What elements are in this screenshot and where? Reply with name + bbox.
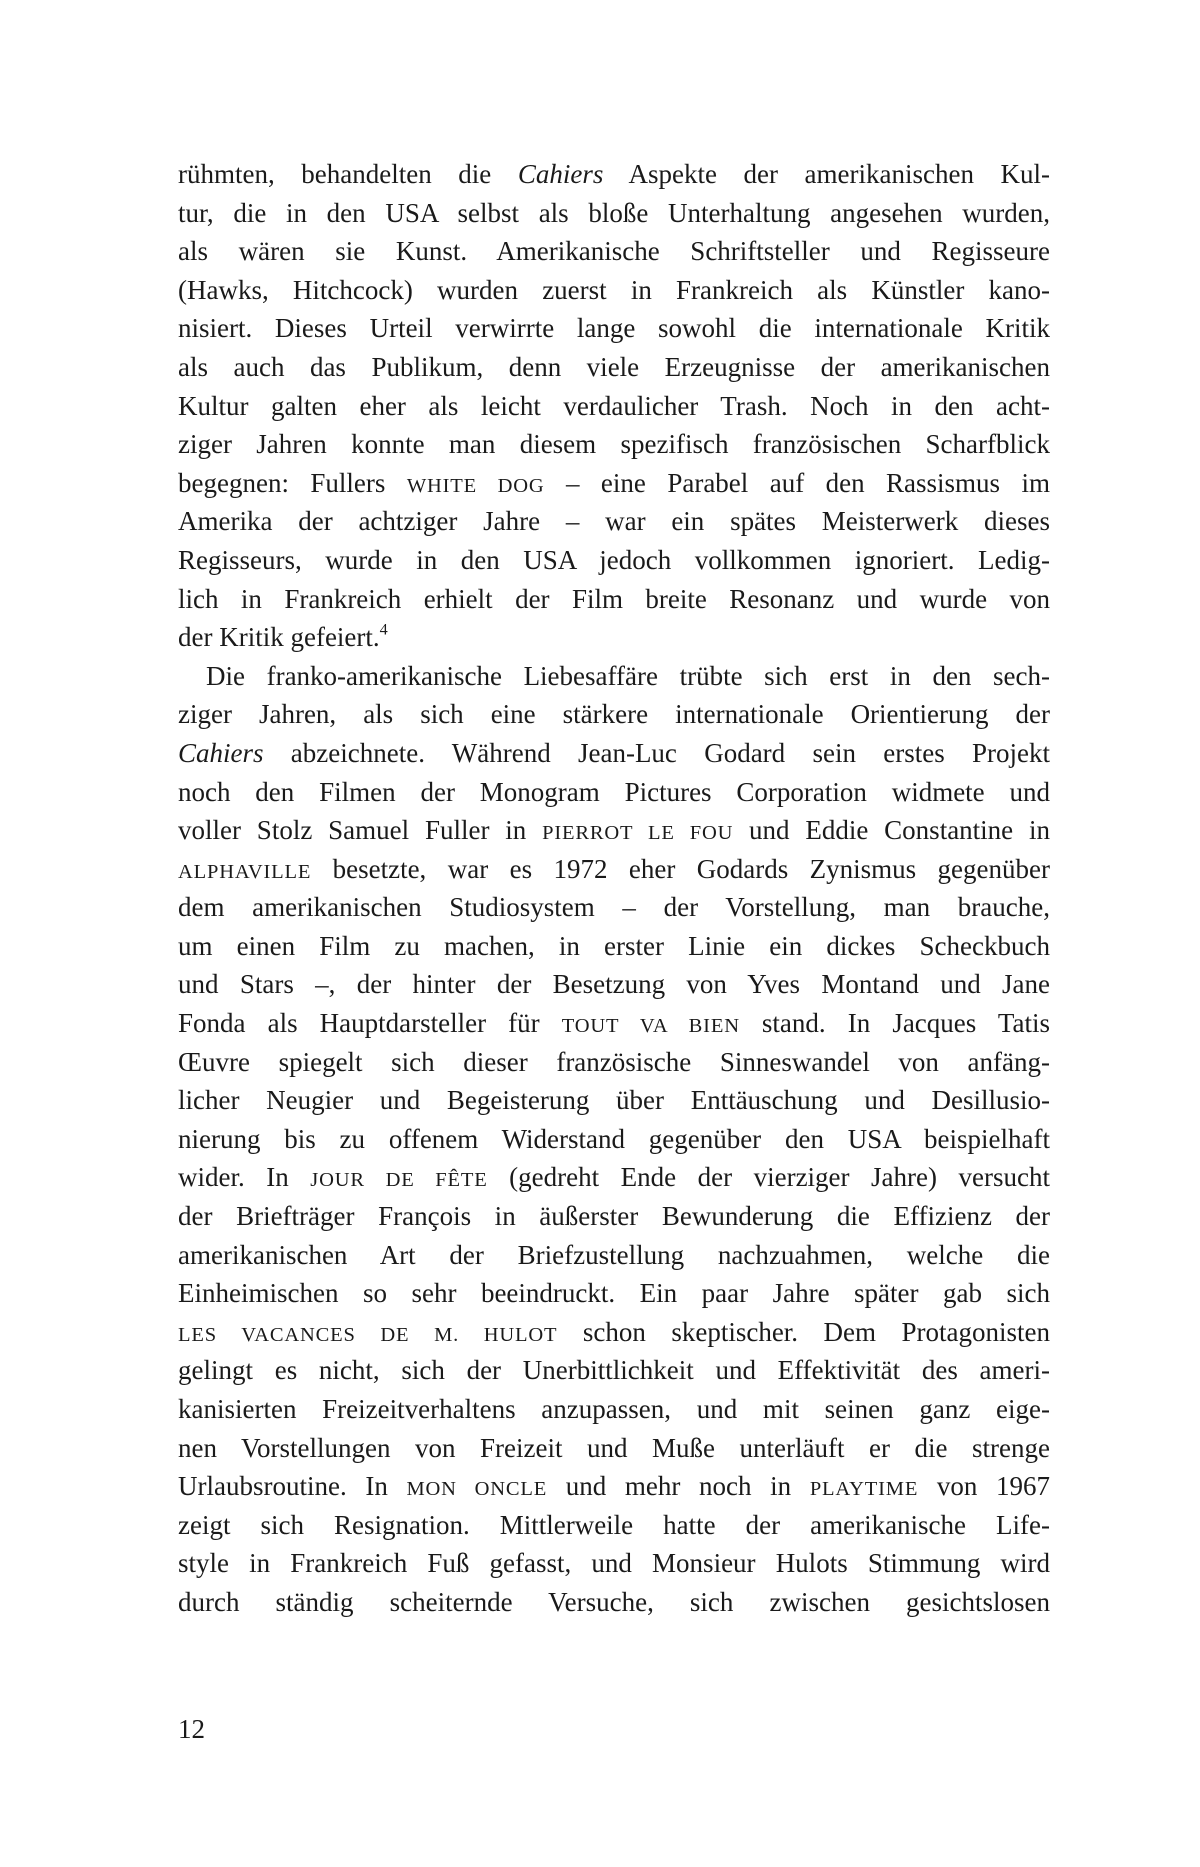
text-line [178, 927, 1050, 966]
text-segment: durch ständig scheiternde Versuche, sich zwischen gesichtslosen [178, 1586, 1050, 1617]
text-line [178, 1158, 1050, 1197]
text-line [178, 348, 1050, 387]
text-segment: Urlaubsroutine. In [178, 1471, 407, 1502]
text-segment: tur, die in den USA selbst als bloße Unterhaltung angesehen wurden, [178, 197, 1050, 228]
text-line [178, 1004, 1050, 1043]
text-segment: ziger Jahren, als sich eine stärkere internationale Orientierung der [178, 699, 1050, 730]
film-title: ALPHAVILLE [178, 860, 312, 883]
text-line [178, 502, 1050, 541]
italic-title: Cahiers [517, 159, 604, 189]
text-line [178, 1390, 1050, 1429]
text-segment: Regisseurs, wurde in den USA jedoch vollkommen ignoriert. Ledig- [178, 544, 1050, 575]
text-segment: Kultur galten eher als leicht verdaulicher Trash. Noch in den acht- [178, 390, 1050, 421]
text-line [178, 464, 1050, 503]
text-line [178, 1236, 1050, 1275]
text-line [178, 1544, 1050, 1583]
text-segment: begegnen: Fullers [178, 467, 407, 498]
text-segment: um einen Film zu machen, in erster Linie ein dickes Scheckbuch [178, 930, 1050, 961]
text-segment: und Stars –, der hinter der Besetzung von Yves Montand und Jane [178, 969, 1050, 1000]
text-line [178, 811, 1050, 850]
text-line [178, 580, 1050, 619]
text-segment: und Eddie Constantine in [733, 815, 1050, 846]
text-segment: stand. In Jacques Tatis [739, 1008, 1050, 1039]
body-text [178, 155, 1050, 1622]
text-line [178, 194, 1050, 233]
text-line [178, 1506, 1050, 1545]
text-segment: abzeichnete. Während Jean-Luc Godard sein erstes Projekt [263, 737, 1050, 768]
text-segment: gelingt es nicht, sich der Unerbittlichkeit und Effektivität des ameri- [178, 1355, 1050, 1386]
text-segment: als wären sie Kunst. Amerikanische Schriftsteller und Regisseure [178, 236, 1050, 267]
text-line [178, 1583, 1050, 1622]
text-segment: der Kritik gefeiert. [178, 622, 380, 653]
text-line [178, 618, 1050, 657]
film-title: WHITE DOG [406, 474, 545, 497]
film-title: JOUR DE FÊTE [310, 1169, 488, 1192]
text-segment: zeigt sich Resignation. Mittlerweile hatte der amerikanische Life- [178, 1509, 1050, 1540]
text-line [178, 541, 1050, 580]
text-segment: Aspekte der amerikanischen Kul- [603, 159, 1051, 189]
text-segment: Fonda als Hauptdarsteller für [178, 1008, 562, 1039]
text-line [178, 1351, 1050, 1390]
text-segment: licher Neugier und Begeisterung über Enttäuschung und Desillusio- [178, 1085, 1050, 1116]
text-line [178, 1043, 1050, 1082]
text-segment: noch den Filmen der Monogram Pictures Corporation widmete und [178, 776, 1050, 807]
text-line [178, 425, 1050, 464]
film-title: PLAYTIME [809, 1478, 919, 1501]
text-line [178, 965, 1050, 1004]
film-title: PIERROT LE FOU [542, 822, 734, 845]
text-segment: (Hawks, Hitchcock) wurden zuerst in Frankreich als Künstler kano- [178, 274, 1050, 305]
italic-title: Cahiers [178, 737, 264, 768]
text-segment: und mehr noch in [547, 1471, 810, 1502]
film-title: LES VACANCES DE M. HULOT [178, 1323, 558, 1346]
text-line [178, 1081, 1050, 1120]
text-segment: rühmten, behandelten die [178, 159, 518, 189]
text-line [178, 850, 1050, 889]
text-line [178, 1120, 1050, 1159]
text-segment: nierung bis zu offenem Widerstand gegenüber den USA beispielhaft [178, 1123, 1050, 1154]
film-title: MON ONCLE [406, 1478, 548, 1501]
text-line [178, 657, 1050, 696]
text-segment: (gedreht Ende der vierziger Jahre) versucht [487, 1162, 1050, 1193]
text-line [178, 155, 1050, 194]
text-line [178, 1467, 1050, 1506]
text-segment: style in Frankreich Fuß gefasst, und Monsieur Hulots Stimmung wird [178, 1548, 1050, 1579]
text-line [178, 695, 1050, 734]
text-segment: wider. In [178, 1162, 311, 1193]
text-segment: als auch das Publikum, denn viele Erzeugnisse der amerikanischen [178, 351, 1050, 382]
text-segment: ziger Jahren konnte man diesem spezifisch französischen Scharfblick [178, 429, 1050, 460]
text-segment: Œuvre spiegelt sich dieser französische Sinneswandel von anfäng- [178, 1046, 1050, 1077]
film-title: TOUT VA BIEN [561, 1015, 740, 1038]
text-line [178, 232, 1050, 271]
text-segment: – eine Parabel auf den Rassismus im [544, 467, 1050, 498]
text-line [178, 1274, 1050, 1313]
text-segment: lich in Frankreich erhielt der Film breite Resonanz und wurde von [178, 583, 1050, 614]
footnote-marker: 4 [379, 620, 388, 639]
text-line [178, 309, 1050, 348]
text-segment: besetzte, war es 1972 eher Godards Zynismus gegenüber [311, 853, 1050, 884]
text-line [178, 773, 1050, 812]
text-segment: nen Vorstellungen von Freizeit und Muße unterläuft er die strenge [178, 1432, 1050, 1463]
text-segment: nisiert. Dieses Urteil verwirrte lange sowohl die internationale Kritik [178, 313, 1050, 344]
text-segment: der Briefträger François in äußerster Bewunderung die Effizienz der [178, 1201, 1050, 1232]
text-segment: schon skeptischer. Dem Protagonisten [557, 1316, 1050, 1347]
text-line [178, 271, 1050, 310]
page-number: 12 [178, 1714, 205, 1744]
text-segment: Amerika der achtziger Jahre – war ein spätes Meisterwerk dieses [178, 506, 1050, 537]
text-line [178, 387, 1050, 426]
text-segment: dem amerikanischen Studiosystem – der Vorstellung, man brauche, [178, 892, 1050, 923]
text-segment: Die franko-amerikanische Liebesaffäre trübte sich erst in den sech- [206, 660, 1050, 691]
text-segment: voller Stolz Samuel Fuller in [178, 815, 543, 846]
text-line [178, 1313, 1050, 1352]
text-line [178, 734, 1050, 773]
text-segment: amerikanischen Art der Briefzustellung nachzuahmen, welche die [178, 1239, 1050, 1270]
text-segment: von 1967 [918, 1471, 1051, 1502]
text-line [178, 888, 1050, 927]
text-line [178, 1197, 1050, 1236]
text-segment: kanisierten Freizeitverhaltens anzupassen, und mit seinen ganz eige- [178, 1394, 1050, 1424]
text-segment: Einheimischen so sehr beeindruckt. Ein paar Jahre später gab sich [178, 1278, 1050, 1309]
text-line [178, 1429, 1050, 1468]
